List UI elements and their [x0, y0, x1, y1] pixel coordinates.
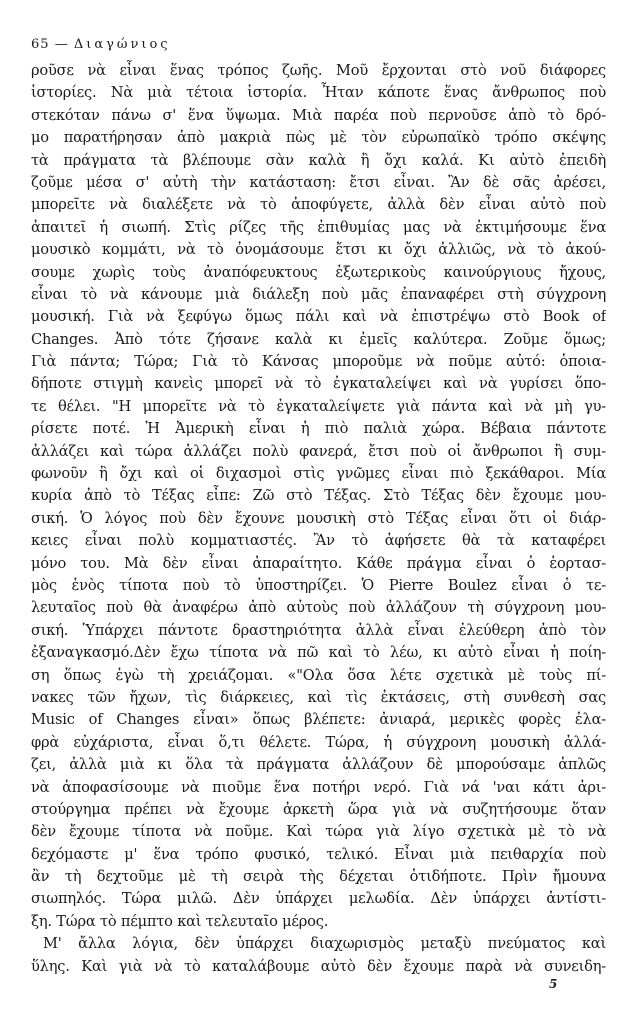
- text-line: λευταῖος ποὺ θὰ ἀναφέρω ἀπὸ αὐτοὺς ποὺ ἀλλάζουν τὴ σύγχρονη μου-: [31, 599, 606, 617]
- text-line: στούργημα πρέπει νὰ ἔχουμε ἀρκετὴ ὥρα γιὰ νὰ συζητήσουμε ὅταν: [31, 800, 606, 818]
- text-line: μόνο του. Μὰ δὲν εἶναι ἀπαραίτητο. Κάθε πράγμα εἶναι ὁ ἑορτασ-: [31, 554, 606, 572]
- text-line: ἱστορίες. Νὰ μιὰ τέτοια ἱστορία. Ἦταν κάποτε ἕνας ἄνθρωπος ποὺ: [31, 84, 606, 102]
- header-separator: —: [54, 37, 69, 52]
- text-line: ση ὅπως ἐγὼ τὴ χρειάζομαι. «"Ολα ὅσα λέτε σχετικὰ μὲ τοὺς πί-: [31, 666, 606, 684]
- text-line: κυρία ἀπὸ τὸ Τέξας εἶπε: Ζῶ στὸ Τέξας. Στὸ Τέξας δὲν ἔχουμε μου-: [31, 487, 606, 505]
- text-line: τὰ πράγματα τὰ βλέπουμε σὰν καλὰ ἢ ὄχι καλά. Κι αὐτὸ ἐπειδὴ: [31, 151, 606, 169]
- text-line: φωνοῦν ἢ ὄχι καὶ οἱ διχασμοὶ στὶς γνῶμες εἶναι πιὸ ξεκάθαροι. Μία: [31, 465, 606, 483]
- text-line: κειες εἶναι πολὺ κομματιαστές. Ἂν τὸ ἀφήσετε θὰ τὰ καταφέρει: [31, 532, 606, 550]
- text-line: μουσικὸ κομμάτι, νὰ τὸ ὀνομάσουμε ἔτσι κι ὄχι ἀλλιῶς, νὰ τὸ ἀκού-: [31, 241, 606, 259]
- printer-signature-mark: 5: [549, 977, 558, 991]
- text-line: σουμε χωρὶς τοὺς ἀναπόφευκτους ἐξωτερικοὺς καινούργιους ἤχους,: [31, 263, 606, 281]
- text-line: ζοῦμε μέσα σ' αὐτὴ τὴν κατάσταση: ἔτσι εἶναι. Ἂν δὲ σᾶς ἀρέσει,: [31, 173, 606, 191]
- text-line: ἀλλάζει καὶ τώρα ἀλλάζει πολὺ φανερά, ἔτσι ποὺ οἱ ἄνθρωποι ἢ συμ-: [31, 442, 606, 460]
- text-line: ξη. Τώρα τὸ πέμπτο καὶ τελευταῖο μέρος.: [31, 912, 329, 930]
- text-line: ἐξαναγκασμό.Δὲν ἔχω τίποτα νὰ πῶ καὶ τὸ λέω, κι αὐτὸ εἶναι ἡ ποίη-: [31, 644, 606, 662]
- text-line: Music of Changes εἶναι» ὅπως βλέπετε: ἀνιαρά, μερικὲς φορὲς ἐλα-: [31, 711, 606, 729]
- text-line: σική. Ὁ λόγος ποὺ δὲν ἔχουνε μουσικὴ στὸ Τέξας εἶναι ὅτι οἱ διάρ-: [31, 509, 606, 527]
- running-header: [31, 37, 171, 52]
- text-line: ρίσετε ποτέ. Ἡ Ἀμερικὴ εἶναι ἡ πιὸ παλιὰ χώρα. Βέβαια πάντοτε: [31, 420, 606, 438]
- text-line: δεχόμαστε μ' ἕνα τρόπο φυσικό, τελικό. Εἶναι μιὰ πειθαρχία ποὺ: [31, 845, 606, 863]
- running-title: Διαγώνιος: [73, 37, 171, 52]
- text-line: σιωπηλός. Τώρα μιλῶ. Δὲν ὑπάρχει μελωδία. Δὲν ὑπάρχει ἀντίστι-: [31, 890, 606, 908]
- text-line: Changes. Ἀπὸ τότε ζήσανε καλὰ κι ἐμεῖς καλύτερα. Ζοῦμε ὅμως;: [31, 330, 606, 348]
- text-line: μουσική. Γιὰ νὰ ξεφύγω ὅμως πάλι καὶ νὰ ἐπιστρέψω στὸ Book of: [31, 308, 606, 326]
- text-line: μο παρατήρησαν ἀπὸ μακριὰ πὼς μὲ τὸν εὐρωπαϊκὸ τρόπο σκέψης: [31, 129, 606, 147]
- text-line: δήποτε στιγμὴ κανεὶς μπορεῖ νὰ τὸ ἐγκαταλείψει καὶ νὰ γυρίσει ὅπο-: [31, 375, 606, 393]
- text-line: ζει, ἀλλὰ μιὰ κι ὅλα τὰ πράγματα ἀλλάζουν δὲ μπορούσαμε ἁπλῶς: [31, 756, 606, 774]
- text-line: ἂν τὴ δεχτοῦμε μὲ τὴ σειρὰ τὴς δέχεται ὁτιδήποτε. Πρὶν ἤμουνα: [31, 868, 606, 886]
- text-line: φρὰ εὐχάριστα, εἶναι ὅ,τι θέλετε. Τώρα, ἡ σύγχρονη μουσικὴ ἀλλά-: [31, 733, 606, 751]
- text-line: ροῦσε νὰ εἶναι ἕνας τρόπος ζωῆς. Μοῦ ἔρχονται στὸ νοῦ διάφορες: [31, 62, 606, 79]
- text-line: μπορεῖτε νὰ διαλέξετε νὰ τὸ ἀποφύγετε, ἀλλὰ δὲν εἶναι αὐτὸ ποὺ: [31, 196, 606, 214]
- page-number: 65: [31, 37, 50, 52]
- text-line: νὰ ἀποφασίσουμε νὰ πιοῦμε ἕνα ποτήρι νερό. Γιὰ νά 'ναι κάτι ἀρι-: [31, 778, 606, 796]
- text-line: δὲν ἔχουμε τίποτα νὰ ποῦμε. Καὶ τώρα γιὰ λίγο σχετικὰ μὲ τὸ νὰ: [31, 823, 606, 841]
- text-line: ἀπαιτεῖ ἡ σιωπή. Στὶς ρίζες τῆς ἐπιθυμίας μας νὰ ἐκτιμήσουμε ἕνα: [31, 218, 606, 236]
- text-line: ὕλης. Καὶ γιὰ νὰ τὸ καταλάβουμε αὐτὸ δὲν ἔχουμε παρὰ νὰ συνειδη-: [31, 957, 606, 975]
- text-line: εἶναι τὸ νὰ κάνουμε μιὰ διάλεξη ποὺ μᾶς ἐπαναφέρει στὴ σύγχρονη: [31, 285, 606, 303]
- text-line: σική. Ὑπάρχει πάντοτε δραστηριότητα ἀλλὰ εἶναι ἐλεύθερη ἀπὸ τὸν: [31, 621, 606, 639]
- text-line: νακες τῶν ἤχων, τὶς διάρκειες, καὶ τὶς ἐκτάσεις, στὴ συνθεσὴ σας: [31, 688, 606, 706]
- body-text: [31, 60, 606, 978]
- text-line: Μ' ἄλλα λόγια, δὲν ὑπάρχει διαχωρισμὸς μεταξὺ πνεύματος καὶ: [43, 935, 606, 953]
- text-line: μὸς ἑνὸς τίποτα ποὺ τὸ ὑποστηρίζει. Ὁ Pierre Boulez εἶναι ὁ τε-: [31, 576, 606, 594]
- text-line: τε θέλει. "Η μπορεῖτε νὰ τὸ ἐγκαταλείψετε γιὰ πάντα καὶ νὰ μὴ γυ-: [31, 397, 606, 415]
- text-line: στεκόταν πάνω σ' ἕνα ὕψωμα. Μιὰ παρέα ποὺ περνοῦσε ἀπὸ τὸ δρό-: [31, 106, 606, 124]
- text-line: Γιὰ πάντα; Τώρα; Γιὰ τὸ Κάνσας μποροῦμε νὰ ποῦμε αὐτό: ὁποια-: [31, 353, 606, 371]
